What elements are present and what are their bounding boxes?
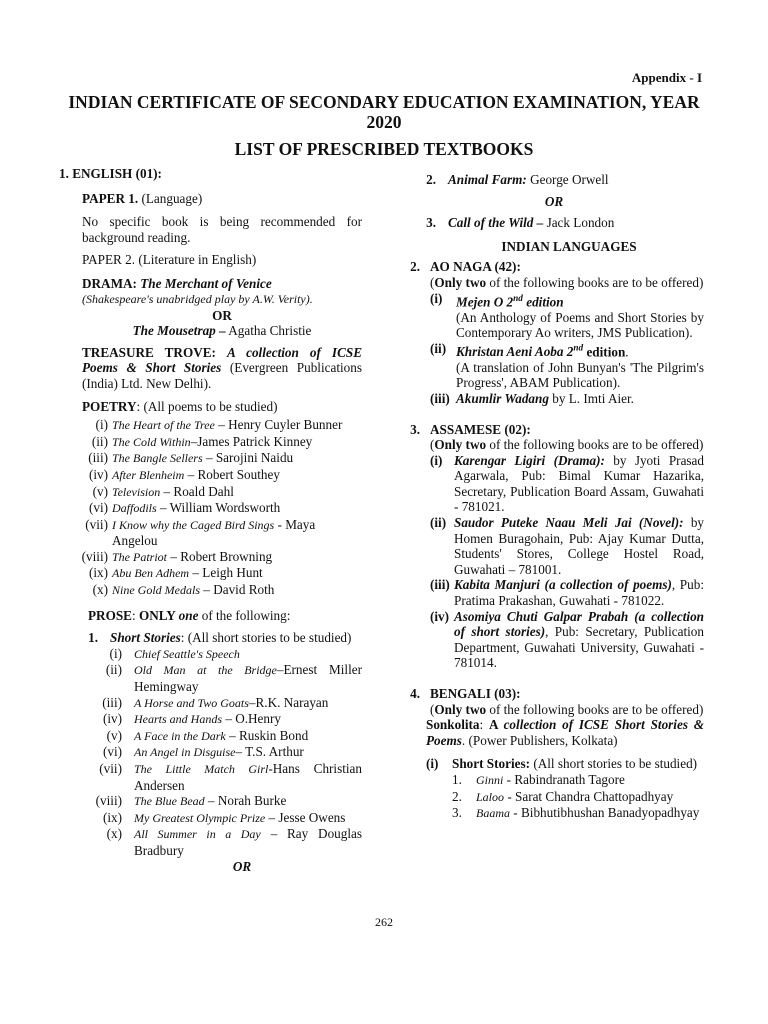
poetry-rest: : (All poems to be studied): [136, 398, 278, 414]
sonkolita-a: A: [488, 717, 504, 733]
assamese-item-label: (i): [430, 452, 443, 468]
assamese-item-text: [454, 515, 704, 577]
story-title: Old Man at the Bridge: [134, 663, 277, 678]
prose-colon: :: [131, 607, 139, 623]
poem-author: – Henry Cuyler Bunner: [214, 417, 343, 433]
page-title: INDIAN CERTIFICATE OF SECONDARY EDUCATION EXAMINATION, YEAR 2020: [68, 92, 700, 132]
ao-naga: [404, 259, 704, 406]
poem-author: – William Wordsworth: [156, 500, 281, 516]
ao-body: [430, 259, 704, 406]
story-text: [134, 826, 362, 858]
poem-item: [62, 450, 362, 467]
prose: [88, 608, 362, 624]
story-number: (vii): [99, 761, 122, 776]
ao-ii-title: Khristan Aeni Aoba 2nd: [456, 342, 584, 360]
assamese-item-desc: by Homen Buragohain, Pub: Ajay Kumar Dutta, Students' Stores, College Hostel Road, Guwahati – 781001.: [454, 515, 704, 577]
story-number: (iii): [102, 694, 122, 710]
poem-item: [62, 549, 362, 566]
story-item: [62, 744, 362, 761]
story-item: [62, 810, 362, 827]
sonkolita-label: Sonkolita: [426, 717, 480, 733]
story-number: (i): [109, 645, 122, 661]
bn-only-bold: Only two: [434, 701, 487, 717]
poem-title: I Know why the Caged Bird Sings: [112, 517, 275, 532]
story-item: [62, 761, 362, 793]
bengali: [404, 686, 704, 717]
poem-number: (iii): [88, 450, 108, 466]
ao-i-label: (i): [430, 290, 443, 306]
poem-author: – Robert Browning: [167, 548, 273, 564]
item2-author: George Orwell: [526, 172, 609, 187]
poem-number: (ix): [88, 565, 108, 581]
story-item: [62, 728, 362, 745]
mousetrap: [82, 323, 362, 339]
ao-only-rest: of the following books are to be offered): [486, 274, 704, 290]
poem-text: [112, 484, 362, 501]
bengali-story-author: - Sarat Chandra Chattopadhyay: [504, 788, 674, 804]
poem-text: [112, 582, 362, 599]
assamese-item-label: (iii): [430, 577, 450, 593]
paper2: [82, 252, 362, 268]
short-stories: [62, 630, 362, 646]
story-author: -Hans Christian Andersen: [134, 761, 362, 793]
ao-only: [430, 275, 704, 291]
call-of-wild: [404, 215, 704, 231]
treasure-trove: [82, 345, 362, 392]
poem-text: [112, 450, 362, 467]
story-item: [62, 695, 362, 712]
poem-title: The Bangle Sellers: [112, 451, 203, 466]
story-number: (ii): [105, 662, 122, 678]
item3-author: Jack London: [543, 215, 615, 231]
story-item: [62, 646, 362, 663]
as-only-rest: of the following books are to be offered): [486, 437, 704, 453]
assamese-item: [430, 609, 704, 671]
poetry: [82, 399, 362, 415]
story-number: (v): [106, 727, 122, 743]
ao-ii-desc: (A translation of John Bunyan's 'The Pilgrim's Progress', ABAM Publication).: [456, 359, 704, 391]
assamese-item-text: [454, 609, 704, 671]
story-number: (x): [106, 826, 122, 842]
as-heading: ASSAMESE (02):: [430, 421, 531, 437]
bn-i-label: (i): [426, 756, 439, 772]
story-number: (iv): [102, 711, 122, 727]
paper2-label: PAPER 2.: [82, 252, 136, 268]
sonkolita-colon: :: [479, 717, 489, 733]
poem-author: – David Roth: [200, 582, 275, 598]
poem-list: [62, 417, 362, 599]
poem-number: (v): [92, 483, 108, 499]
bengali-story-text: [476, 805, 704, 822]
bn-only-open: (: [430, 701, 435, 717]
assamese-item-desc: , Pub: Secretary, Publication Department, Guwahati University, Guwahati - 781014.: [454, 624, 704, 671]
bengali-story-number: 2.: [452, 788, 462, 804]
assamese-item: [430, 577, 704, 608]
bengali-story-text: [476, 772, 704, 789]
poem-title: The Heart of the Tree: [112, 418, 215, 433]
story-title: Chief Seattle's Speech: [134, 646, 240, 661]
poem-item: [62, 565, 362, 582]
poem-title: The Patriot: [112, 549, 168, 564]
story-author: –R.K. Narayan: [248, 694, 329, 710]
as-num: 3.: [410, 421, 420, 437]
bengali-story-number: 3.: [452, 805, 462, 821]
assamese-item-text: [454, 453, 704, 515]
story-item: [62, 826, 362, 858]
paper2-rest: (Literature in English): [138, 252, 257, 268]
ao-only-bold: Only two: [434, 274, 487, 290]
poem-text: [112, 500, 362, 517]
animal-farm: [404, 172, 704, 188]
story-title: A Horse and Two Goats: [134, 695, 249, 710]
item2-text: [448, 172, 704, 188]
assamese-item: [430, 515, 704, 577]
poem-title: Nine Gold Medals: [112, 583, 200, 598]
poem-title: The Cold Within: [112, 434, 191, 449]
story-number: (viii): [95, 793, 122, 809]
sonkolita-pub: . (Power Publishers, Kolkata): [461, 732, 618, 748]
ao-iii-author: by L. Imti Aier.: [548, 390, 634, 406]
poem-author: – Sarojini Naidu: [202, 450, 294, 466]
bn-heading: BENGALI (03):: [430, 686, 521, 701]
right-column: [404, 172, 704, 822]
story-text: [134, 810, 362, 827]
prose-one: one: [178, 607, 199, 623]
poem-number: (vi): [88, 500, 108, 516]
poem-author: – Roald Dahl: [160, 483, 234, 499]
drama-or: OR: [212, 307, 232, 323]
bengali-story-text: [476, 789, 704, 806]
story-text: [134, 711, 362, 728]
poem-item: [62, 484, 362, 501]
assamese-item-title: Asomiya Chuti Galpar Prabah (a collection of short stories): [454, 608, 704, 640]
story-title: My Greatest Olympic Prize: [134, 810, 266, 825]
as-only-bold: Only two: [434, 437, 487, 453]
bn-num: 4.: [410, 686, 420, 701]
story-author: –Ernest Miller Hemingway: [134, 662, 362, 695]
bengali-story-item: [452, 772, 704, 789]
assamese-item-text: [454, 577, 704, 608]
poem-item: [62, 582, 362, 599]
item2-title: Animal Farm:: [448, 172, 527, 187]
page-number: 262: [375, 915, 393, 929]
paper1: [82, 191, 362, 207]
poem-number: (iv): [88, 466, 108, 482]
poem-author: – Robert Southey: [184, 466, 280, 482]
ao-num: 2.: [410, 259, 420, 275]
tt-label: TREASURE TROVE:: [82, 344, 216, 360]
story-item: [62, 793, 362, 810]
story-title: An Angel in Disguise: [134, 745, 236, 760]
poetry-label: POETRY: [82, 398, 137, 414]
ao-ii-edition: edition: [583, 344, 626, 360]
poem-text: [112, 549, 362, 566]
english-body: [82, 191, 362, 415]
assamese-item-title: Saudor Puteke Naau Meli Jai (Novel):: [454, 515, 684, 531]
poem-author: –James Patrick Kinney: [190, 433, 313, 449]
story-title: The Little Match Girl: [134, 762, 269, 776]
bengali-story-item: [452, 789, 704, 806]
bn-only: [430, 702, 704, 718]
bengali-story-item: [452, 805, 704, 822]
story-author: – Ruskin Bond: [225, 727, 309, 743]
poem-text: [112, 565, 362, 582]
item3-num: 3.: [426, 215, 436, 231]
story-text: [134, 761, 362, 793]
bengali-story-title: Baama: [476, 806, 510, 821]
tt-pub: (Evergreen Publications (India) Ltd. New Delhi).: [82, 360, 362, 391]
as-body: [430, 422, 704, 672]
poem-text: [112, 467, 362, 484]
as-only-open: (: [430, 437, 435, 453]
drama-label: DRAMA:: [82, 275, 137, 291]
tt-title: A collection of ICSE Poems & Short Stories: [82, 344, 362, 376]
story-text: [134, 662, 362, 694]
page-subtitle: LIST OF PRESCRIBED TEXTBOOKS: [234, 139, 534, 159]
story-title: Hearts and Hands: [134, 712, 223, 727]
paper1-rest: (Language): [141, 190, 203, 206]
assamese-item-label: (iv): [430, 608, 450, 624]
sonkolita: [426, 717, 704, 748]
prose-only: ONLY: [138, 607, 179, 623]
drama: [82, 276, 362, 292]
assamese-item-label: (ii): [430, 515, 447, 531]
poem-author: – Leigh Hunt: [189, 565, 263, 581]
poem-number: (viii): [81, 548, 108, 564]
poem-item: [62, 500, 362, 517]
bengali-story-list: [404, 772, 704, 822]
poem-title: Daffodils: [112, 501, 157, 516]
poem-item: [62, 467, 362, 484]
assamese-item-desc: by Jyoti Prasad Agarwala, Pub: Bimal Kumar Hazarika, Secretary, Publication Board Assam, Guwahati - 781021.: [454, 452, 705, 515]
bengali-story-title: Ginni: [476, 772, 504, 787]
story-number: (vi): [102, 744, 122, 760]
appendix-label: Appendix - I: [631, 70, 702, 85]
assamese-item-desc: , Pub: Pratima Prakashan, Guwahati - 781022.: [454, 577, 704, 609]
poem-number: (vii): [85, 516, 108, 532]
prose-rest: of the following:: [198, 607, 291, 623]
poem-title: Abu Ben Adhem: [112, 566, 190, 581]
bn-i-rest: (All short stories to be studied): [530, 756, 698, 772]
story-list: [62, 646, 362, 859]
ao-ii-text: Khristan Aeni Aoba 2nd edition.: [456, 342, 629, 360]
story-author: – O.Henry: [222, 711, 281, 727]
poem-number: (x): [92, 582, 108, 598]
story-item: [62, 662, 362, 694]
as-only: [430, 437, 704, 453]
bn-i-title: Short Stories:: [452, 756, 531, 772]
stories-or: OR: [232, 858, 252, 874]
paper1-note: No specific book is being recommended for background reading.: [82, 214, 362, 245]
poem-author: - Maya Angelou: [112, 516, 316, 549]
story-text: [134, 695, 362, 712]
ss-rest: : (All short stories to be studied): [180, 630, 352, 646]
poem-text: [112, 517, 362, 549]
sonkolita-title: collection of ICSE Short Stories & Poems: [426, 717, 704, 748]
ao-heading: AO NAGA (42):: [430, 259, 521, 275]
assamese-list: [430, 453, 704, 671]
ao-item-iii: [430, 391, 704, 407]
item3-text: [448, 215, 704, 231]
assamese-item: [430, 453, 704, 515]
story-title: The Blue Bead: [134, 794, 205, 809]
story-title: All Summer in a Day: [134, 827, 261, 842]
paper1-label: PAPER 1.: [82, 190, 139, 206]
story-text: [134, 646, 362, 663]
ss-text: [110, 630, 362, 646]
bengali-story-author: - Rabindranath Tagore: [503, 771, 625, 787]
poem-title: Television: [112, 484, 161, 499]
item3-title: Call of the Wild –: [448, 215, 544, 231]
ao-iii-title: Akumlir Wadang: [456, 390, 549, 406]
story-author: – T.S. Arthur: [235, 744, 304, 760]
poem-title: After Blenheim: [112, 467, 185, 482]
story-text: [134, 744, 362, 761]
poem-item: [62, 434, 362, 451]
story-number: (ix): [102, 809, 122, 825]
story-title: A Face in the Dark: [134, 728, 226, 743]
story-item: [62, 711, 362, 728]
english-heading: 1. ENGLISH (01):: [59, 166, 162, 181]
item-or: OR: [544, 193, 564, 209]
indian-languages-heading: INDIAN LANGUAGES: [501, 238, 637, 254]
poem-number: (ii): [91, 433, 108, 449]
bengali-story-title: Laloo: [476, 789, 505, 804]
assamese-item-title: Kabita Manjuri (a collection of poems): [454, 577, 672, 593]
ao-only-open: (: [430, 274, 435, 290]
poem-number: (i): [95, 417, 108, 433]
bn-i-text: [452, 756, 704, 772]
story-author: – Norah Burke: [204, 793, 287, 809]
poem-item: [62, 417, 362, 434]
bn-body: [430, 686, 704, 717]
poem-item: [62, 517, 362, 549]
drama-title: The Merchant of Venice: [140, 275, 272, 291]
story-author: – Jesse Owens: [265, 809, 346, 825]
story-text: [134, 793, 362, 810]
bn-only-rest: of the following books are to be offered): [486, 701, 704, 717]
prose-label: PROSE: [88, 607, 132, 623]
assamese-item-title: Karengar Ligiri (Drama):: [454, 452, 605, 468]
assamese: [404, 422, 704, 672]
poem-text: [112, 434, 362, 451]
story-author: – Ray Douglas Bradbury: [134, 826, 362, 858]
ao-i-title: Mejen O 2nd edition: [456, 292, 564, 309]
left-column: [59, 166, 362, 874]
item2-num: 2.: [426, 172, 436, 187]
ao-item-i: [430, 291, 704, 310]
drama-note: (Shakespeare's unabridged play by A.W. Verity).: [82, 291, 313, 306]
ao-i-desc: (An Anthology of Poems and Short Stories by Contemporary Ao writers, JMS Publication).: [456, 309, 704, 341]
ss-label: Short Stories: [110, 630, 181, 646]
mousetrap-author: Agatha Christie: [228, 323, 312, 339]
mousetrap-title: The Mousetrap –: [132, 323, 226, 339]
ao-ii-label: (ii): [430, 340, 447, 356]
poem-text: [112, 417, 362, 434]
bn-item-i: [426, 756, 704, 772]
ao-item-ii: [430, 341, 704, 360]
bengali-story-author: - Bibhutibhushan Banadyopadhyay: [510, 805, 700, 821]
ao-iii-label: (iii): [430, 390, 450, 406]
bengali-story-number: 1.: [452, 771, 462, 787]
ao-iii-text: [456, 391, 704, 407]
ss-num: 1.: [88, 630, 98, 646]
story-text: [134, 728, 362, 745]
